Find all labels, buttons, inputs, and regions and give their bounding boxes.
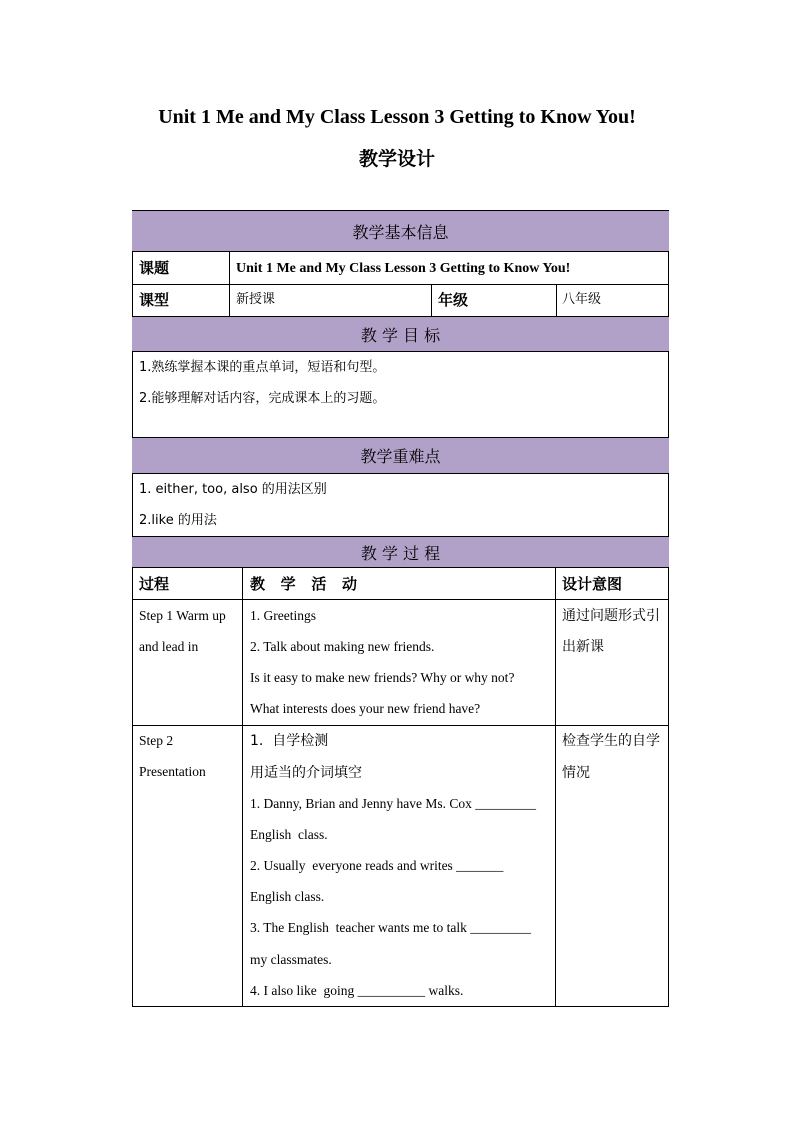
objective-item: 1.熟练掌握本课的重点单词，短语和句型。 [139, 360, 386, 375]
step2-activity: my classmates. [250, 952, 332, 967]
step2-activity: 用适当的介词填空 [250, 765, 362, 781]
step1-activity: What interests does your new friend have? [250, 701, 481, 716]
step2-activity: 1. Danny, Brian and Jenny have Ms. Cox _________ [250, 796, 536, 811]
step1-intent: 通过问题形式引 [562, 608, 660, 624]
document-subtitle: 教学设计 [358, 148, 435, 170]
step2-activity: 1. 自学检测 [250, 733, 329, 749]
process-col-step: 过程 [139, 575, 170, 593]
basic-info-header: 教学基本信息 [132, 210, 669, 252]
step1-activity: 2. Talk about making new friends. [250, 639, 435, 654]
step1-step: Step 1 Warm up [139, 608, 226, 623]
step2-intent: 情况 [562, 765, 590, 781]
step2-step: Presentation [139, 764, 206, 779]
step1-activity: Is it easy to make new friends? Why or why not? [250, 670, 515, 685]
objective-item: 2.能够理解对话内容，完成课本上的习题。 [139, 391, 386, 406]
document-title: Unit 1 Me and My Class Lesson 3 Getting to Know You! [158, 106, 636, 128]
step2-activity: English class. [250, 827, 328, 842]
key-point-item: 1. either, too, also 的用法区别 [139, 482, 327, 497]
process-col-activity: 教 学 活 动 [250, 575, 357, 593]
step2-step: Step 2 [139, 733, 174, 748]
key-point-item: 2.like 的用法 [139, 513, 217, 528]
grade-label: 年级 [438, 291, 469, 309]
topic-label: 课题 [139, 259, 170, 277]
step2-activity: 4. I also like going __________ walks. [250, 983, 464, 998]
key-points-header: 教学重难点 [132, 437, 669, 474]
objectives-header: 教 学 目 标 [132, 316, 669, 352]
step2-intent: 检查学生的自学 [562, 733, 660, 749]
grade-value: 八年级 [562, 292, 602, 307]
type-value: 新授课 [236, 292, 276, 307]
type-label: 课型 [139, 291, 170, 309]
step2-activity: 3. The English teacher wants me to talk _________ [250, 920, 531, 935]
step2-activity: English class. [250, 889, 325, 904]
process-col-intent: 设计意图 [562, 575, 623, 593]
step1-activity: 1. Greetings [250, 608, 316, 623]
step1-intent: 出新课 [562, 639, 604, 655]
step2-activity: 2. Usually everyone reads and writes _______ [250, 858, 504, 873]
step1-step: and lead in [139, 639, 199, 654]
process-header: 教 学 过 程 [132, 536, 669, 568]
topic-value: Unit 1 Me and My Class Lesson 3 Getting to Know You! [236, 261, 571, 276]
